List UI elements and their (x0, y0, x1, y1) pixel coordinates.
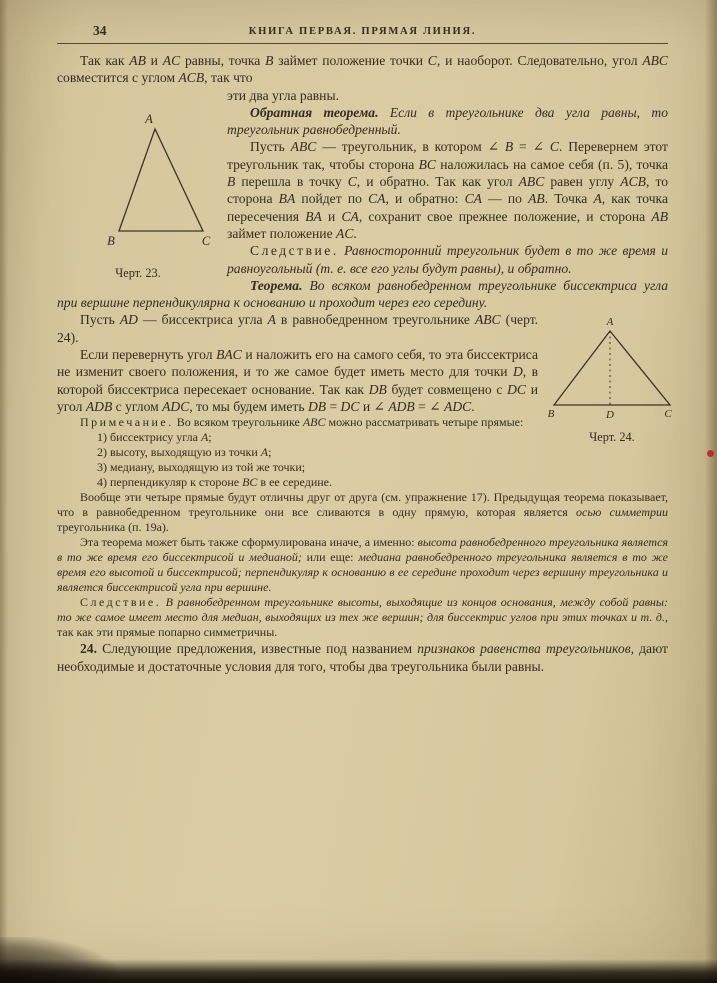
paragraph-note-2: Вообще эти четыре прямые будут отличны друг от друга (см. упражнение 17). Предыдущая теорема показывает, что в равнобедренном треугольнике они все сливаются в одну прямую, которая является осью симметрии треугольника (п. 19а). (57, 490, 668, 535)
figure-23 (57, 87, 219, 289)
vertex-label-a: A (145, 111, 153, 126)
vertex-label-b: B (548, 408, 555, 421)
paragraph-bisector-theorem: Теорема. Во всяком равнобедренном треугольнике биссектриса угла при вершине перпендикулярна к основанию и проходит через его середину. (57, 277, 668, 311)
figure-24 (548, 311, 676, 463)
paragraph-proof-bisector: Если перевернуть угол BAC и наложить его на самого себя, то эта биссектриса не изменит своего положения, и то же самое будет иметь место для точки D, в которой биссектриса пересекает основание. Так как DB будет совмещено с DC и угол ADB с углом ADC, то мы будем иметь DB = DC и ∠ ADB = ∠ ADC. (57, 347, 539, 414)
paragraph-setup-ad: Пусть AD — биссектриса угла A в равнобедренном треугольнике ABC (черт. 24). (57, 312, 539, 345)
paragraph-section-24: 24. Следующие предложения, известные под названием признаков равенства треугольников, дают необходимые и достаточные условия для того, чтобы два треугольника были равны. (57, 641, 668, 674)
paragraph-converse-theorem: Обратная теорема. Если в треугольнике два угла равны, то треугольник равнобедренный. (227, 104, 669, 138)
figure-24-caption: Черт. 24. (589, 430, 635, 445)
list-item-1: 1) биссектрису угла A; (97, 430, 212, 445)
triangle-with-bisector-figure (548, 315, 676, 423)
figure-23-caption: Черт. 23. (115, 265, 161, 280)
paragraph-note-corollary: Следствие. В равнобедренном треугольнике высоты, выходящие из концов основания, между собой равны: то же самое имеет место для медиан, выходящих из тех же вершин; для биссектрис углов при этих точках и т. д., так как эти прямые попарно симметричны. (57, 595, 669, 640)
vertex-label-c: C (664, 408, 672, 421)
paragraph-note-3: Эта теорема может быть также сформулирована иначе, а именно: высота равнобедренного треугольника является в то же время его биссектрисой и медианой; или еще: медиана равнобедренного треугольника является в то же время его высотой и биссектрисой; перпендикуляр к основанию в ее середине проходит через вершину треугольника и является биссектрисой угла при вершине. (57, 535, 668, 595)
running-header-bar (57, 22, 668, 44)
paragraph-intro: Так как AB и AC равны, точка B займет положение точки C, и наоборот. Следовательно, угол ABC совместится с углом ACB, так что (57, 53, 669, 86)
paragraph-proof-converse: Пусть ABC — треугольник, в котором ∠ B = ∠ C. Перевернем этот треугольник так, чтобы сторона BC наложилась на самое себя (п. 5), точка B перешла в точку C, и обратно. Так как угол ABC равен углу ACB, то сторона BA пойдет по CA, и обратно: CA — по AB. Точка A, как точка пересечения BA и CA, сохранит свое прежнее положение, и сторона AB займет положение AC. (227, 139, 669, 241)
triangle-outline (554, 331, 670, 405)
scan-right-edge (705, 0, 717, 983)
list-item-3: 3) медиану, выходящую из той же точки; (97, 460, 306, 475)
list-item-2: 2) высоту, выходящую из точки A; (97, 445, 272, 460)
page-body (57, 52, 672, 675)
page-number: 34 (93, 23, 107, 38)
scan-left-edge (0, 0, 8, 983)
triangle-outline (119, 129, 203, 231)
point-label-d: D (606, 409, 614, 422)
running-header-title: КНИГА ПЕРВАЯ. ПРЯМАЯ ЛИНИЯ. (248, 26, 477, 37)
isosceles-triangle-figure (57, 109, 219, 259)
list-item-4: 4) перпендикуляр к стороне BC в ее середине. (97, 475, 332, 490)
paragraph-intro-continued: эти два угла равны. (227, 87, 339, 103)
red-ink-mark (707, 450, 714, 457)
paragraph-corollary-equilateral: Следствие. Равносторонний треугольник будет в то же время и равноугольный (т. е. все его углы будут равны), и обратно. (227, 243, 669, 276)
scan-bottom-left-shadow (0, 937, 120, 983)
vertex-label-c: C (201, 233, 211, 248)
paragraph-note-head: Примечание. Во всяком треугольнике ABC можно рассматривать четыре прямые: (80, 415, 524, 430)
vertex-label-b: B (107, 233, 115, 248)
vertex-label-a: A (606, 316, 614, 329)
